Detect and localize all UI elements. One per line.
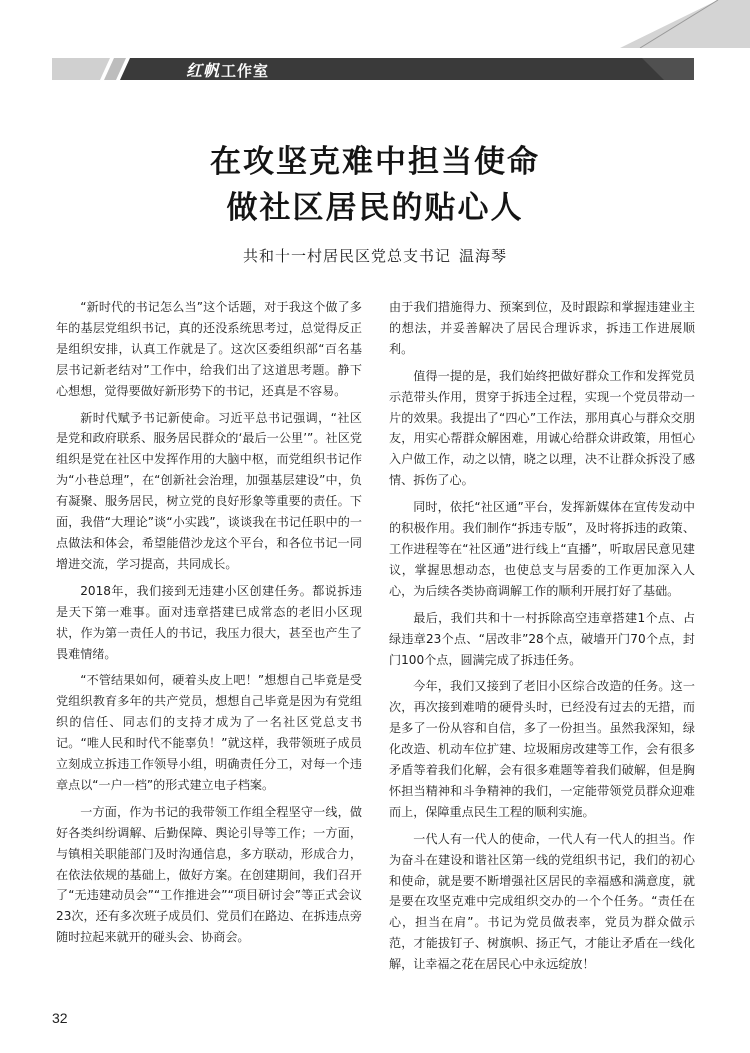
- paragraph: 一代人有一代人的使命，一代人有一代人的担当。作为奋斗在建设和谐社区第一线的党组织书记，我们的初心和使命，就是要不断增强社区居民的幸福感和满意度，就是要在攻坚克难中完成组织交办的一个个任务。“责任在心，担当在肩”。书记为党员做表率，党员为群众做示范，才能拔钉子、树旗帜、扬正气，才能让矛盾在一线化解，让幸福之花在居民心中永远绽放！: [389, 831, 695, 972]
- paragraph: 新时代赋予书记新使命。习近平总书记强调，“社区是党和政府联系、服务居民群众的‘最后一公里’”。社区党组织是党在社区中发挥作用的大脑中枢，而党组织书记作为“小巷总理”，在“创新社会治理，加强基层建设”中，负有凝聚、服务居民，树立党的良好形象等重要的责任。下面，我借“大理论”谈“小实践”，谈谈我在书记任职中的一点做法和体会，希望能借沙龙这个平台，和各位书记一同增进交流，学习提高，共同成长。: [56, 410, 362, 571]
- section-banner: [52, 54, 694, 84]
- paragraph: 值得一提的是，我们始终把做好群众工作和发挥党员示范带头作用，贯穿于拆违全过程，实现一个党员带动一片的效果。我提出了“四心”工作法，那用真心与群众交朋友，用实心帮群众解困难，用诚心给群众讲政策，用恒心入户做工作，动之以情，晓之以理，决不让群众拆没了感情、拆伤了心。: [389, 368, 695, 488]
- page-number: 32: [52, 1010, 68, 1026]
- paragraph: 2018年，我们接到无违建小区创建任务。都说拆违是天下第一难事。面对违章搭建已成常态的老旧小区现状，作为第一责任人的书记，我压力很大，甚至也产生了畏难情绪。: [56, 583, 362, 661]
- byline-name: 温海琴: [459, 247, 508, 265]
- article-title-line2: 做社区居民的贴心人: [226, 190, 524, 226]
- article-title-line1: 在攻坚克难中担当使命: [210, 144, 540, 180]
- paragraph-continuation: 由于我们措施得力、预案到位，及时跟踪和掌握违建业主的想法，并妥善解决了居民合理诉求，拆违工作进展顺利。: [389, 300, 695, 356]
- paragraph: 最后，我们共和十一村拆除高空违章搭建1个点、占绿违章23个点、“居改非”28个点，破墙开门70个点，封门100个点，圆满完成了拆违任务。: [389, 610, 695, 667]
- paragraph: 同时，依托“社区通”平台，发挥新媒体在宣传发动中的积极作用。我们制作“拆违专版”，及时将拆违的政策、工作进程等在“社区通”进行线上“直播”，听取居民意见建议，掌握思想动态，也使总支与居委的工作更加深入人心，为后续各类协商调解工作的顺利开展打好了基础。: [389, 500, 695, 598]
- paragraph: “不管结果如何，硬着头皮上吧！”想想自己毕竟是受党组织教育多年的共产党员，想想自己毕竟是因为有党组织的信任、同志们的支持才成为了一名社区党总支书记。“唯人民和时代不能辜负！”就这样，我带领班子成员立刻成立拆违工作领导小组，明确责任分工，对每一个违章点以“一户一档”的形式建立电子档案。: [56, 673, 362, 792]
- article-column-left: [56, 297, 362, 945]
- paragraph: “新时代的书记怎么当”这个话题，对于我这个做了多年的基层党组织书记，真的还没系统思考过，总觉得反正是组织安排，认真工作就是了。这次区委组织部“百名基层书记新老结对”工作中，给我们出了这道思考题。静下心想想，觉得要做好新形势下的书记，还真是不容易。: [56, 300, 362, 398]
- article-byline: [0, 245, 750, 266]
- paragraph: 一方面，作为书记的我带领工作组全程坚守一线，做好各类纠纷调解、后勤保障、舆论引导等工作；一方面，与镇相关职能部门及时沟通信息，多方联动，形成合力，在依法依规的基础上，做好方案。在创建期间，我们召开了“无违建动员会”“工作推进会”“项目研讨会”等正式会议23次，还有多次班子成员们、党员们在路边、在拆违点旁随时拉起来就开的碰头会、协商会。: [56, 804, 362, 945]
- article-column-right: [389, 297, 695, 972]
- section-label: 工作室: [221, 62, 270, 80]
- section-logo: 红帆: [186, 61, 221, 80]
- byline-role: 共和十一村居民区党总支书记: [242, 247, 451, 265]
- page-corner-decoration: [620, 0, 750, 48]
- section-name: [186, 61, 269, 81]
- paragraph: 今年，我们又接到了老旧小区综合改造的任务。这一次，再次接到难啃的硬骨头时，已经没有过去的无措，而是多了一份从容和自信，多了一份担当。虽然我深知，绿化改造、机动车位扩建、垃圾厢房改建等工作，会有很多矛盾等着我们化解，会有很多难题等着我们破解，但是胸怀担当精神和斗争精神的我们，一定能带领党员群众迎难而上，保障重点民生工程的顺利实施。: [389, 679, 695, 819]
